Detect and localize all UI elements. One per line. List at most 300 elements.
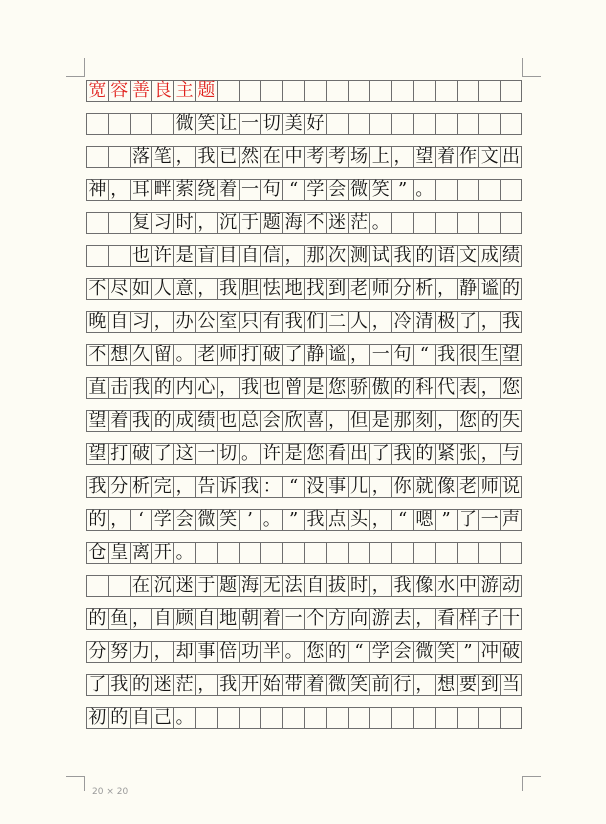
grid-cell: 留: [151, 344, 173, 366]
grid-cell: 让: [217, 113, 239, 135]
grid-cell: [500, 80, 522, 102]
grid-cell: 我: [304, 509, 326, 531]
grid-cell: 那: [391, 410, 413, 432]
grid-cell: [435, 80, 457, 102]
grid-cell: 迷: [173, 575, 195, 597]
grid-cell: 落: [130, 146, 152, 168]
grid-row: [86, 509, 522, 531]
grid-cell: ”: [391, 179, 413, 201]
grid-cell: 笑: [348, 674, 370, 696]
grid-cell: [413, 113, 435, 135]
grid-cell: 初: [86, 707, 108, 729]
grid-cell: 微: [413, 641, 435, 663]
grid-cell: [282, 707, 304, 729]
grid-cell: ，: [369, 311, 391, 333]
grid-cell: 地: [282, 278, 304, 300]
grid-cell: 怯: [260, 278, 282, 300]
grid-cell: 没: [304, 476, 326, 498]
grid-cell: 破: [502, 641, 521, 662]
grid-cell: 自: [151, 608, 173, 630]
grid-cell: 紧: [435, 443, 457, 465]
grid-cell: 试: [369, 245, 391, 267]
grid-cell: 于: [239, 212, 261, 234]
grid-cell: ，: [478, 377, 500, 399]
grid-cell: ，: [348, 344, 370, 366]
grid-cell: 良: [151, 80, 173, 102]
grid-cell: ，: [369, 509, 391, 531]
grid-cell: [500, 212, 522, 234]
grid-row: [86, 410, 522, 432]
grid-cell: 绕: [195, 179, 217, 201]
grid-cell: 游: [369, 608, 391, 630]
grid-cell: 己: [151, 707, 173, 729]
grid-cell: [86, 113, 108, 135]
grid-cell: [435, 542, 457, 564]
grid-cell: 击: [108, 377, 130, 399]
grid-cell: [391, 113, 413, 135]
crop-mark-bottom-right: [522, 776, 541, 791]
grid-cell: 像: [413, 575, 435, 597]
grid-cell: 刻: [413, 410, 435, 432]
grid-cell: [348, 542, 370, 564]
grid-cell: 想: [435, 674, 457, 696]
grid-cell: 好: [304, 113, 326, 135]
grid-size-label: 20 × 20: [92, 787, 129, 797]
grid-row: [86, 278, 522, 300]
grid-cell: 骄: [348, 377, 370, 399]
grid-cell: 在: [130, 575, 152, 597]
grid-cell: 倍: [217, 641, 239, 663]
grid-cell: 是: [282, 443, 304, 465]
grid-cell: ，: [173, 476, 195, 498]
grid-cell: 老: [195, 344, 217, 366]
grid-cell: 清: [413, 311, 435, 333]
grid-cell: ，: [413, 674, 435, 696]
grid-cell: [260, 542, 282, 564]
grid-cell: 我: [108, 674, 130, 696]
grid-cell: 我: [130, 410, 152, 432]
grid-cell: [391, 212, 413, 234]
grid-cell: [282, 80, 304, 102]
grid-cell: [413, 80, 435, 102]
grid-cell: 会: [391, 641, 413, 663]
grid-cell: 失: [502, 410, 521, 431]
grid-cell: [195, 542, 217, 564]
grid-cell: [195, 707, 217, 729]
grid-cell: 前: [369, 674, 391, 696]
grid-cell: 我: [282, 311, 304, 333]
grid-cell: 中: [457, 575, 479, 597]
grid-cell: 打: [108, 443, 130, 465]
grid-cell: [457, 212, 479, 234]
grid-cell: 笑: [195, 113, 217, 135]
grid-cell: 了: [369, 443, 391, 465]
grid-cell: 微: [326, 674, 348, 696]
grid-cell: 却: [173, 641, 195, 663]
grid-cell: 这: [173, 443, 195, 465]
grid-cell: 然: [239, 146, 261, 168]
grid-cell: 望: [502, 344, 521, 365]
grid-cell: [369, 707, 391, 729]
grid-cell: 个: [304, 608, 326, 630]
grid-cell: ，: [151, 311, 173, 333]
grid-cell: 的: [326, 641, 348, 663]
grid-cell: 海: [282, 212, 304, 234]
grid-cell: 打: [239, 344, 261, 366]
grid-cell: 你: [391, 476, 413, 498]
grid-cell: 师: [369, 278, 391, 300]
grid-row: [86, 443, 522, 465]
grid-cell: 。: [173, 542, 195, 564]
grid-cell: 了: [457, 311, 479, 333]
grid-cell: 微: [173, 113, 195, 135]
grid-cell: 我: [217, 278, 239, 300]
grid-cell: 我: [86, 476, 108, 498]
grid-cell: 的: [413, 245, 435, 267]
grid-cell: 于: [195, 575, 217, 597]
grid-cell: [326, 80, 348, 102]
grid-cell: [86, 245, 108, 267]
grid-cell: 冲: [478, 641, 500, 663]
grid-cell: 了: [457, 509, 479, 531]
grid-cell: [348, 80, 370, 102]
grid-cell: [369, 113, 391, 135]
grid-cell: 学: [304, 179, 326, 201]
grid-cell: 朝: [239, 608, 261, 630]
grid-cell: 的: [86, 509, 108, 531]
grid-cell: [478, 179, 500, 201]
grid-cell: 老: [348, 278, 370, 300]
grid-cell: 事: [195, 641, 217, 663]
grid-cell: ”: [282, 509, 304, 531]
grid-cell: [369, 542, 391, 564]
grid-cell: 学: [369, 641, 391, 663]
grid-cell: 着: [260, 608, 282, 630]
grid-cell: [457, 542, 479, 564]
grid-cell: 内: [173, 377, 195, 399]
grid-cell: 习: [151, 212, 173, 234]
grid-row: [86, 707, 522, 729]
grid-cell: “: [348, 641, 370, 663]
grid-cell: 了: [151, 443, 173, 465]
grid-cell: 完: [151, 476, 173, 498]
grid-cell: “: [282, 179, 304, 201]
grid-row: [86, 212, 522, 234]
grid-cell: 茫: [173, 674, 195, 696]
grid-cell: 测: [348, 245, 370, 267]
grid-cell: 。: [413, 179, 435, 201]
grid-cell: 静: [457, 278, 479, 300]
grid-cell: 分: [391, 278, 413, 300]
grid-cell: 子: [478, 608, 500, 630]
grid-cell: 离: [130, 542, 152, 564]
grid-cell: [108, 212, 130, 234]
grid-cell: 会: [173, 509, 195, 531]
grid-cell: [86, 146, 108, 168]
grid-cell: 的: [391, 377, 413, 399]
grid-cell: 看: [326, 443, 348, 465]
grid-cell: ，: [195, 278, 217, 300]
grid-cell: 开: [151, 542, 173, 564]
grid-cell: ，: [151, 641, 173, 663]
grid-cell: 破: [130, 443, 152, 465]
grid-cell: 胆: [239, 278, 261, 300]
grid-cell: 我: [195, 146, 217, 168]
grid-row: [86, 179, 522, 201]
grid-cell: 是: [369, 410, 391, 432]
grid-cell: 也: [217, 410, 239, 432]
grid-cell: 就: [413, 476, 435, 498]
grid-cell: 。: [173, 707, 195, 729]
grid-cell: 老: [457, 476, 479, 498]
grid-cell: 语: [435, 245, 457, 267]
grid-cell: 我: [391, 443, 413, 465]
grid-cell: [435, 707, 457, 729]
grid-cell: 总: [239, 410, 261, 432]
grid-cell: [413, 707, 435, 729]
grid-cell: 一: [239, 113, 261, 135]
grid-cell: 自: [130, 707, 152, 729]
grid-cell: 着: [435, 146, 457, 168]
grid-cell: 作: [457, 146, 479, 168]
grid-cell: [435, 179, 457, 201]
grid-cell: [217, 80, 239, 102]
grid-cell: 拔: [326, 575, 348, 597]
grid-cell: 喜: [304, 410, 326, 432]
grid-cell: 代: [435, 377, 457, 399]
grid-cell: 您: [502, 377, 521, 398]
grid-cell: 句: [391, 344, 413, 366]
grid-cell: [151, 113, 173, 135]
grid-cell: [130, 113, 152, 135]
grid-cell: 心: [195, 377, 217, 399]
grid-cell: [413, 212, 435, 234]
grid-cell: 半: [260, 641, 282, 663]
grid-cell: 自: [195, 608, 217, 630]
grid-cell: [435, 113, 457, 135]
grid-cell: 水: [435, 575, 457, 597]
grid-cell: 仓: [86, 542, 108, 564]
grid-cell: 我: [502, 311, 521, 332]
grid-cell: [457, 707, 479, 729]
grid-cell: 样: [457, 608, 479, 630]
grid-cell: 晚: [86, 311, 108, 333]
grid-cell: 傲: [369, 377, 391, 399]
grid-cell: 生: [478, 344, 500, 366]
grid-cell: 皇: [108, 542, 130, 564]
grid-cell: 但: [348, 410, 370, 432]
grid-cell: 的: [151, 410, 173, 432]
grid-cell: [239, 707, 261, 729]
grid-cell: 场: [348, 146, 370, 168]
grid-cell: 目: [217, 245, 239, 267]
grid-cell: “: [413, 344, 435, 366]
grid-cell: 着: [108, 410, 130, 432]
grid-row: [86, 245, 522, 267]
grid-cell: [500, 179, 522, 201]
grid-cell: [217, 542, 239, 564]
grid-cell: 极: [435, 311, 457, 333]
grid-cell: 们: [304, 311, 326, 333]
grid-cell: 一: [369, 344, 391, 366]
grid-cell: 点: [326, 509, 348, 531]
grid-cell: 无: [260, 575, 282, 597]
grid-row: [86, 377, 522, 399]
grid-cell: ”: [457, 641, 479, 663]
grid-cell: 我: [391, 575, 413, 597]
grid-cell: ，: [130, 608, 152, 630]
grid-cell: 茫: [348, 212, 370, 234]
grid-cell: 科: [413, 377, 435, 399]
grid-cell: 我: [435, 344, 457, 366]
grid-cell: ，: [391, 146, 413, 168]
grid-cell: 的: [502, 278, 521, 299]
grid-cell: 微: [348, 179, 370, 201]
grid-cell: 题: [217, 575, 239, 597]
grid-cell: 自: [108, 311, 130, 333]
grid-cell: 望: [413, 146, 435, 168]
grid-cell: [108, 113, 130, 135]
grid-cell: 许: [260, 443, 282, 465]
grid-cell: “: [391, 509, 413, 531]
grid-cell: 畔: [151, 179, 173, 201]
grid-row: [86, 641, 522, 663]
grid-cell: 事: [326, 476, 348, 498]
grid-cell: [457, 80, 479, 102]
grid-cell: 想: [108, 344, 130, 366]
grid-cell: 像: [435, 476, 457, 498]
grid-cell: 耳: [130, 179, 152, 201]
grid-cell: 向: [348, 608, 370, 630]
grid-cell: 鱼: [108, 608, 130, 630]
grid-cell: 学: [151, 509, 173, 531]
grid-cell: 析: [130, 476, 152, 498]
grid-cell: 自: [239, 245, 261, 267]
grid-cell: ，: [369, 476, 391, 498]
grid-cell: [86, 212, 108, 234]
grid-cell: 已: [217, 146, 239, 168]
grid-cell: 微: [195, 509, 217, 531]
grid-cell: 是: [173, 245, 195, 267]
grid-cell: 分: [86, 641, 108, 663]
grid-cell: 只: [239, 311, 261, 333]
grid-cell: 文: [478, 146, 500, 168]
grid-cell: 自: [304, 575, 326, 597]
grid-cell: 。: [239, 443, 261, 465]
grid-cell: 习: [130, 311, 152, 333]
grid-cell: 如: [130, 278, 152, 300]
grid-cell: [500, 707, 522, 729]
grid-cell: 文: [457, 245, 479, 267]
grid-cell: 声: [502, 509, 521, 530]
grid-cell: 意: [173, 278, 195, 300]
grid-cell: [326, 707, 348, 729]
grid-cell: ，: [326, 410, 348, 432]
grid-cell: 的: [413, 443, 435, 465]
grid-cell: 析: [413, 278, 435, 300]
grid-cell: [239, 542, 261, 564]
grid-cell: [391, 80, 413, 102]
grid-cell: 法: [282, 575, 304, 597]
grid-cell: 分: [108, 476, 130, 498]
grid-cell: 不: [304, 212, 326, 234]
grid-cell: 说: [502, 476, 521, 497]
grid-cell: ，: [369, 575, 391, 597]
grid-cell: 海: [239, 575, 261, 597]
grid-cell: [260, 80, 282, 102]
grid-cell: ：: [260, 476, 282, 498]
grid-cell: 室: [217, 311, 239, 333]
grid-cell: 谧: [478, 278, 500, 300]
grid-cell: 带: [282, 674, 304, 696]
grid-cell: 谧: [326, 344, 348, 366]
grid-row: [86, 344, 522, 366]
crop-mark-top-left: [66, 58, 85, 77]
grid-cell: ，: [413, 608, 435, 630]
grid-cell: 的: [478, 410, 500, 432]
grid-cell: 也: [260, 377, 282, 399]
grid-row: [86, 542, 522, 564]
grid-cell: 的: [108, 707, 130, 729]
grid-cell: ，: [435, 278, 457, 300]
grid-cell: 神: [86, 179, 108, 201]
grid-cell: [304, 80, 326, 102]
grid-cell: 我: [239, 476, 261, 498]
grid-cell: ’: [239, 509, 261, 531]
grid-cell: 地: [217, 608, 239, 630]
grid-cell: [478, 542, 500, 564]
grid-cell: 一: [478, 509, 500, 531]
grid-cell: 不: [86, 278, 108, 300]
grid-cell: 。: [369, 212, 391, 234]
grid-cell: 嗯: [413, 509, 435, 531]
grid-cell: 切: [260, 113, 282, 135]
grid-cell: 曾: [282, 377, 304, 399]
grid-cell: ，: [195, 674, 217, 696]
grid-cell: [86, 575, 108, 597]
grid-cell: 着: [217, 179, 239, 201]
grid-cell: 张: [457, 443, 479, 465]
grid-cell: 始: [260, 674, 282, 696]
manuscript-grid: [86, 80, 522, 740]
grid-cell: 开: [239, 674, 261, 696]
grid-cell: [108, 146, 130, 168]
grid-cell: 盲: [195, 245, 217, 267]
grid-row: [86, 575, 522, 597]
grid-cell: [326, 113, 348, 135]
grid-cell: [478, 113, 500, 135]
grid-cell: [457, 179, 479, 201]
grid-cell: [108, 575, 130, 597]
grid-cell: 题: [195, 80, 217, 102]
grid-cell: 迷: [151, 674, 173, 696]
grid-row: [86, 113, 522, 135]
grid-cell: [282, 542, 304, 564]
grid-cell: 师: [478, 476, 500, 498]
grid-cell: 沉: [151, 575, 173, 597]
grid-cell: [217, 707, 239, 729]
grid-cell: 方: [326, 608, 348, 630]
grid-cell: 一: [282, 608, 304, 630]
grid-cell: 次: [326, 245, 348, 267]
grid-cell: 着: [304, 674, 326, 696]
grid-cell: 二: [326, 311, 348, 333]
grid-cell: [326, 542, 348, 564]
grid-cell: 复: [130, 212, 152, 234]
grid-cell: 望: [86, 410, 108, 432]
grid-cell: 笑: [217, 509, 239, 531]
grid-cell: 您: [457, 410, 479, 432]
